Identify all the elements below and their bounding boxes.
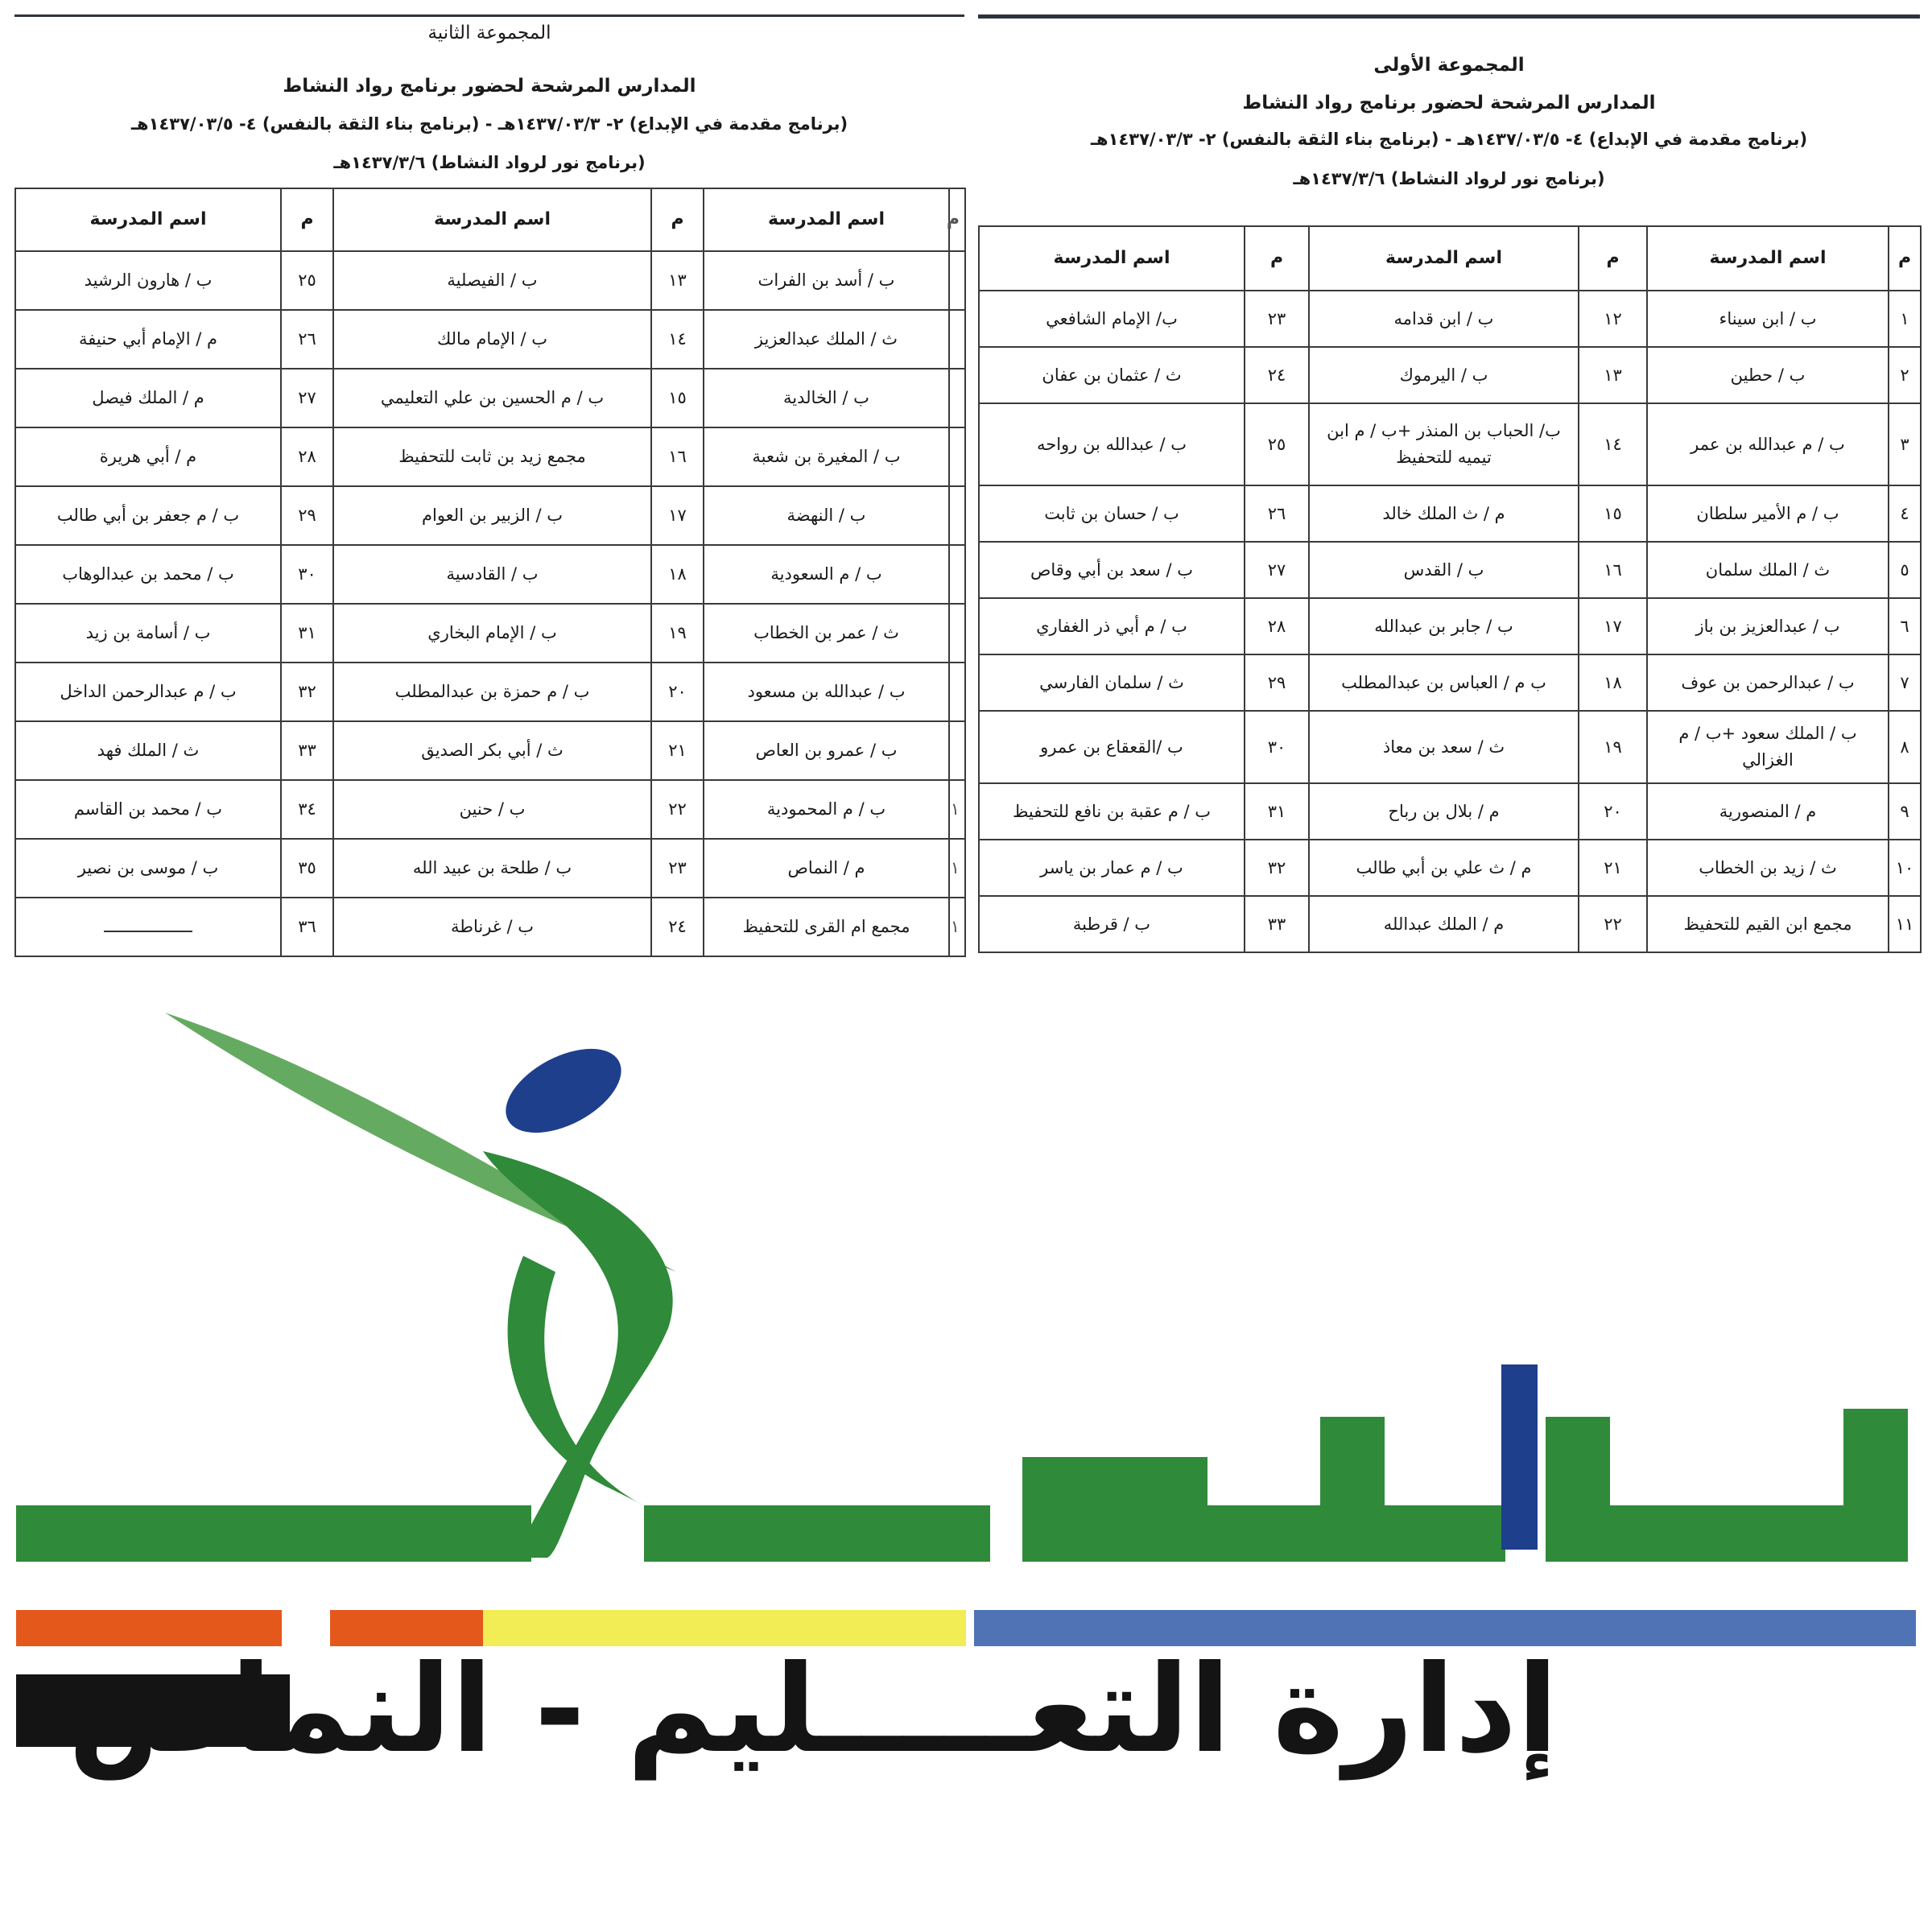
row-number: ١٥: [651, 369, 704, 427]
table-row: [15, 898, 965, 956]
row-number: ٨: [1889, 711, 1921, 783]
school-name: ب / م الحسين بن علي التعليمي: [333, 369, 651, 427]
row-number: ٢٨: [281, 427, 333, 486]
table-row: [15, 839, 965, 898]
column-header: اسم المدرسة: [333, 188, 651, 251]
school-name: م / ث علي بن أبي طالب: [1309, 840, 1579, 896]
column-header: اسم المدرسة: [15, 188, 281, 251]
logo-letter-block: [1022, 1457, 1208, 1562]
column-header: م: [1579, 226, 1647, 291]
row-number: ٢١: [1579, 840, 1647, 896]
logo-blue-letter: [1501, 1364, 1538, 1550]
table-header-row: [15, 188, 965, 251]
row-number: ٢٤: [651, 898, 704, 956]
row-number: ٢٢: [651, 780, 704, 839]
school-name: ب / م المحمودية: [704, 780, 949, 839]
row-number: ٣٣: [281, 721, 333, 780]
school-name: ب / م السعودية: [704, 545, 949, 604]
school-name: م / الإمام أبي حنيفة: [15, 310, 281, 369]
row-number: ٥: [1889, 542, 1921, 598]
row-number: ١: [949, 839, 965, 898]
school-name: ب / حسان بن ثابت: [979, 485, 1245, 542]
school-name: ب / م جعفر بن أبي طالب: [15, 486, 281, 545]
logo-name-text: [1284, 1333, 1292, 1337]
column-header: م: [281, 188, 333, 251]
row-number: ٢٥: [281, 251, 333, 310]
row-number: ٢٤: [1245, 347, 1309, 403]
column-header: اسم المدرسة: [979, 226, 1245, 291]
school-name: ب / أسامة بن زيد: [15, 604, 281, 663]
column-header: اسم المدرسة: [1309, 226, 1579, 291]
table-row: [979, 598, 1921, 654]
group-title: المجموعة الأولى: [1373, 55, 1525, 76]
row-number: ٢: [1889, 347, 1921, 403]
row-number: ٢٩: [1245, 654, 1309, 711]
school-name: ب / المغيرة بن شعبة: [704, 427, 949, 486]
school-name: مجمع ام القرى للتحفيظ: [704, 898, 949, 956]
school-name: ب / عبدالله بن مسعود: [704, 663, 949, 721]
row-number: ٢٧: [1245, 542, 1309, 598]
school-name: ب / م حمزة بن عبدالمطلب: [333, 663, 651, 721]
column-header: م: [949, 188, 965, 251]
school-name: ب / م أبي ذر الغفاري: [979, 598, 1245, 654]
school-name: مجمع زيد بن ثابت للتحفيظ: [333, 427, 651, 486]
logo-letter-block: [644, 1505, 990, 1562]
school-name: ب / محمد بن القاسم: [15, 780, 281, 839]
row-number: ١٤: [651, 310, 704, 369]
school-name: ب / اليرموك: [1309, 347, 1579, 403]
table-row: [979, 485, 1921, 542]
row-number: ١٣: [651, 251, 704, 310]
row-number: [949, 663, 965, 721]
row-number: ٩: [1889, 783, 1921, 840]
school-name: ب / النهضة: [704, 486, 949, 545]
school-name: ب / موسى بن نصير: [15, 839, 281, 898]
school-name: ب / حطين: [1647, 347, 1889, 403]
table-row: [15, 663, 965, 721]
row-number: ٦: [1889, 598, 1921, 654]
logo-letter-block: [1320, 1417, 1385, 1562]
table-row: [979, 654, 1921, 711]
school-name: ب / م عبدالرحمن الداخل: [15, 663, 281, 721]
school-name: ث / عثمان بن عفان: [979, 347, 1245, 403]
table-row: [15, 604, 965, 663]
top-rule: [14, 14, 964, 17]
table-row: [979, 403, 1921, 485]
school-name: ب / عبدالله بن رواحه: [979, 403, 1245, 485]
row-number: ٢٦: [1245, 485, 1309, 542]
row-number: ٣١: [1245, 783, 1309, 840]
row-number: ١٧: [1579, 598, 1647, 654]
table-header-row: [979, 226, 1921, 291]
row-number: ٣٠: [281, 545, 333, 604]
row-number: ٢٨: [1245, 598, 1309, 654]
school-name: ث / زيد بن الخطاب: [1647, 840, 1889, 896]
school-name: م / المنصورية: [1647, 783, 1889, 840]
school-name: ب / الملك سعود +ب / م الغزالي: [1647, 711, 1889, 783]
school-name: ب / عبدالعزيز بن باز: [1647, 598, 1889, 654]
column-header: اسم المدرسة: [1647, 226, 1889, 291]
column-header: اسم المدرسة: [704, 188, 949, 251]
school-name: م / النماص: [704, 839, 949, 898]
row-number: ٣٢: [281, 663, 333, 721]
school-name: م / الملك فيصل: [15, 369, 281, 427]
row-number: ١٥: [1579, 485, 1647, 542]
row-number: ١٩: [1579, 711, 1647, 783]
table-row: [15, 369, 965, 427]
row-number: ١٨: [1579, 654, 1647, 711]
empty-line: [104, 923, 192, 932]
tadreeb-logo: [0, 998, 1932, 1803]
school-name: ب / أسد بن الفرات: [704, 251, 949, 310]
table-row: [15, 780, 965, 839]
row-number: ٢٥: [1245, 403, 1309, 485]
table-row: [979, 542, 1921, 598]
list-title: المدارس المرشحة لحضور برنامج رواد النشاط: [283, 76, 696, 97]
school-name: ب / طلحة بن عبيد الله: [333, 839, 651, 898]
row-number: ٣٣: [1245, 896, 1309, 952]
row-number: ١٩: [651, 604, 704, 663]
row-number: ٢٦: [281, 310, 333, 369]
school-name: ب / القادسية: [333, 545, 651, 604]
school-name: ب / حنين: [333, 780, 651, 839]
row-number: [949, 310, 965, 369]
school-name: ب / هارون الرشيد: [15, 251, 281, 310]
row-number: ١٦: [1579, 542, 1647, 598]
school-name: ب / الزبير بن العوام: [333, 486, 651, 545]
table-row: [15, 310, 965, 369]
row-number: ٢٢: [1579, 896, 1647, 952]
row-number: [949, 251, 965, 310]
logo-head-dot: [492, 1031, 634, 1150]
column-header: م: [1245, 226, 1309, 291]
row-number: ٣٠: [1245, 711, 1309, 783]
school-name: ب / الإمام مالك: [333, 310, 651, 369]
school-name: ب/ الحباب بن المنذر +ب / م ابن تيميه للتحفيظ: [1309, 403, 1579, 485]
school-name: مجمع ابن القيم للتحفيظ: [1647, 896, 1889, 952]
schools-table: [978, 225, 1922, 953]
table-row: [979, 840, 1921, 896]
row-number: ٣٥: [281, 839, 333, 898]
row-number: [949, 486, 965, 545]
row-number: ١٨: [651, 545, 704, 604]
row-number: ١: [949, 780, 965, 839]
school-name: ب/ الإمام الشافعي: [979, 291, 1245, 347]
table-row: [979, 347, 1921, 403]
schools-table: [14, 188, 966, 957]
logo-letter-block: [1546, 1417, 1610, 1562]
row-number: ٤: [1889, 485, 1921, 542]
logo-letter-block: [1208, 1505, 1320, 1562]
row-number: ١٤: [1579, 403, 1647, 485]
schedule-line-2: (برنامج نور لرواد النشاط) ١٤٣٧/٣/٦هـ: [333, 153, 646, 172]
row-number: ٧: [1889, 654, 1921, 711]
logo-letter-block: [1385, 1505, 1505, 1562]
school-name: ب / محمد بن عبدالوهاب: [15, 545, 281, 604]
school-name: ث / عمر بن الخطاب: [704, 604, 949, 663]
school-name: ب / م عقبة بن نافع للتحفيظ: [979, 783, 1245, 840]
school-name: ب / القدس: [1309, 542, 1579, 598]
row-number: ٢٠: [1579, 783, 1647, 840]
row-number: ٢٣: [1245, 291, 1309, 347]
table-row: [15, 721, 965, 780]
school-name: ب / م عبدالله بن عمر: [1647, 403, 1889, 485]
table-row: [15, 486, 965, 545]
column-header: م: [651, 188, 704, 251]
list-title: المدارس المرشحة لحضور برنامج رواد النشاط: [1242, 93, 1656, 114]
school-name: ب / غرناطة: [333, 898, 651, 956]
school-name: ب /القعقاع بن عمرو: [979, 711, 1245, 783]
schedule-line-1: (برنامج مقدمة في الإبداع) ٤- ١٤٣٧/٠٣/٥هـ - (برنامج بناء الثقة بالنفس) ٢- ١٤٣٧/٠٣/٣هـ: [1090, 130, 1808, 149]
school-name: ث / الملك سلمان: [1647, 542, 1889, 598]
school-name: ب / ابن سيناء: [1647, 291, 1889, 347]
school-name: ب / الخالدية: [704, 369, 949, 427]
school-name: ث / سعد بن معاذ: [1309, 711, 1579, 783]
school-name: ب م / العباس بن عبدالمطلب: [1309, 654, 1579, 711]
table-row: [15, 427, 965, 486]
row-number: ٢٣: [651, 839, 704, 898]
row-number: ١: [1889, 291, 1921, 347]
logo-caption: إدارة التعـــــليم - النماص: [68, 1640, 1558, 1780]
school-name: ث / الملك فهد: [15, 721, 281, 780]
row-number: ٣٦: [281, 898, 333, 956]
school-name: ب / عمرو بن العاص: [704, 721, 949, 780]
school-name: [15, 898, 281, 956]
logo-letter-block: [1610, 1505, 1843, 1562]
row-number: ١٢: [1579, 291, 1647, 347]
group-title: المجموعة الثانية: [427, 23, 551, 43]
column-header: م: [1889, 226, 1921, 291]
school-name: ب / ابن قدامه: [1309, 291, 1579, 347]
row-number: ١١: [1889, 896, 1921, 952]
row-number: ١٠: [1889, 840, 1921, 896]
row-number: ٢٩: [281, 486, 333, 545]
row-number: [949, 721, 965, 780]
row-number: ٢١: [651, 721, 704, 780]
school-name: ب / م عمار بن ياسر: [979, 840, 1245, 896]
row-number: ٣١: [281, 604, 333, 663]
row-number: ٢٠: [651, 663, 704, 721]
schedule-line-1: (برنامج مقدمة في الإبداع) ٢- ١٤٣٧/٠٣/٣هـ - (برنامج بناء الثقة بالنفس) ٤- ١٤٣٧/٠٣/٥هـ: [130, 114, 848, 134]
school-name: ب / عبدالرحمن بن عوف: [1647, 654, 1889, 711]
top-rule: [978, 14, 1920, 19]
row-number: [949, 369, 965, 427]
school-name: ب / قرطبة: [979, 896, 1245, 952]
table-row: [15, 251, 965, 310]
schedule-line-2: (برنامج نور لرواد النشاط) ١٤٣٧/٣/٦هـ: [1293, 169, 1605, 188]
school-name: ب / الإمام البخاري: [333, 604, 651, 663]
row-number: ٣: [1889, 403, 1921, 485]
school-name: ب / م الأمير سلطان: [1647, 485, 1889, 542]
row-number: ١٧: [651, 486, 704, 545]
school-name: م / أبي هريرة: [15, 427, 281, 486]
table-row: [979, 783, 1921, 840]
table-row: [979, 711, 1921, 783]
row-number: [949, 427, 965, 486]
table-row: [15, 545, 965, 604]
school-name: م / بلال بن رباح: [1309, 783, 1579, 840]
row-number: ١٦: [651, 427, 704, 486]
school-name: م / الملك عبدالله: [1309, 896, 1579, 952]
row-number: ٣٤: [281, 780, 333, 839]
logo-letter-block: [16, 1505, 531, 1562]
row-number: ١٣: [1579, 347, 1647, 403]
row-number: ١: [949, 898, 965, 956]
row-number: ٣٢: [1245, 840, 1309, 896]
row-number: ٢٧: [281, 369, 333, 427]
row-number: [949, 545, 965, 604]
school-name: ب / الفيصلية: [333, 251, 651, 310]
school-name: ب / جابر بن عبدالله: [1309, 598, 1579, 654]
table-row: [979, 896, 1921, 952]
logo-letter-block: [1843, 1409, 1908, 1562]
school-name: ث / أبي بكر الصديق: [333, 721, 651, 780]
table-row: [979, 291, 1921, 347]
school-name: ث / الملك عبدالعزيز: [704, 310, 949, 369]
school-name: ب / سعد بن أبي وقاص: [979, 542, 1245, 598]
row-number: [949, 604, 965, 663]
school-name: ث / سلمان الفارسي: [979, 654, 1245, 711]
school-name: م / ث الملك خالد: [1309, 485, 1579, 542]
